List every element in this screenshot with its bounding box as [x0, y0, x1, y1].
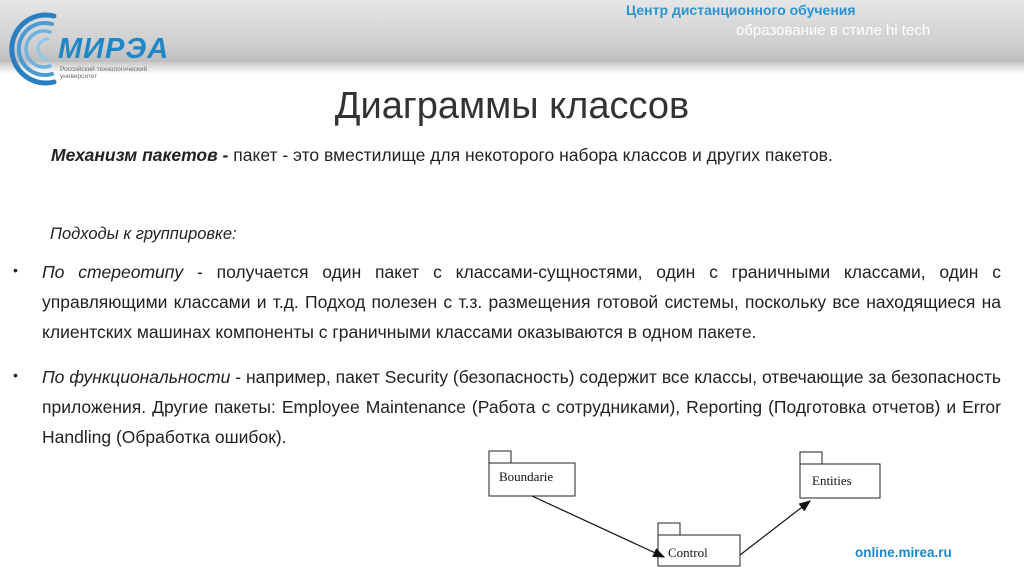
item-text: - например, пакет Security (безопасность) содержит все классы, отвечающие за безопасность приложения. Другие пакеты: Employee Maintenance (Работа с сотрудниками), Reporting (Подготовка отчетов) и Error Handling (Обработка ошибок).	[42, 367, 1001, 447]
bullet-marker: •	[13, 262, 18, 278]
logo-wordmark: МИРЭА	[58, 33, 170, 65]
intro-text: пакет - это вместилище для некоторого набора классов и других пакетов.	[228, 145, 833, 165]
package-label: Boundarie	[499, 469, 554, 484]
intro-term: Механизм пакетов -	[51, 145, 229, 165]
center-name: Центр дистанционного обучения	[626, 2, 856, 18]
footer-site-link[interactable]: online.mirea.ru	[855, 545, 952, 560]
package-label: Entities	[812, 473, 852, 488]
dependency-arrow	[740, 501, 810, 555]
mirea-logo	[2, 2, 182, 90]
dependency-arrow	[532, 496, 664, 557]
bullet-marker: •	[13, 367, 18, 383]
slide-title: Диаграммы классов	[334, 85, 690, 127]
center-slogan: образование в стиле hi tech	[736, 22, 931, 39]
item-text: - получается один пакет с классами-сущностями, один с граничными классами, один с управляющими классами и т.д. Подход полезен с т.з. размещения готовой системы, поскольку все находящиеся на клиентских машинах компоненты с граничными классами оказываются в одном пакете.	[42, 262, 1001, 342]
intro-paragraph	[13, 140, 1005, 170]
package-boundarie	[489, 451, 575, 496]
list-item	[42, 257, 1001, 347]
package-entities	[800, 452, 880, 498]
approaches-heading: Подходы к группировке:	[50, 225, 237, 243]
item-term: По функциональности	[42, 367, 231, 387]
package-control	[658, 523, 740, 566]
list-item	[42, 362, 1001, 452]
package-diagram	[480, 445, 900, 574]
logo-subtitle: Российский технологический университет	[60, 66, 148, 80]
package-label: Control	[668, 545, 708, 560]
item-term: По стереотипу	[42, 262, 184, 282]
